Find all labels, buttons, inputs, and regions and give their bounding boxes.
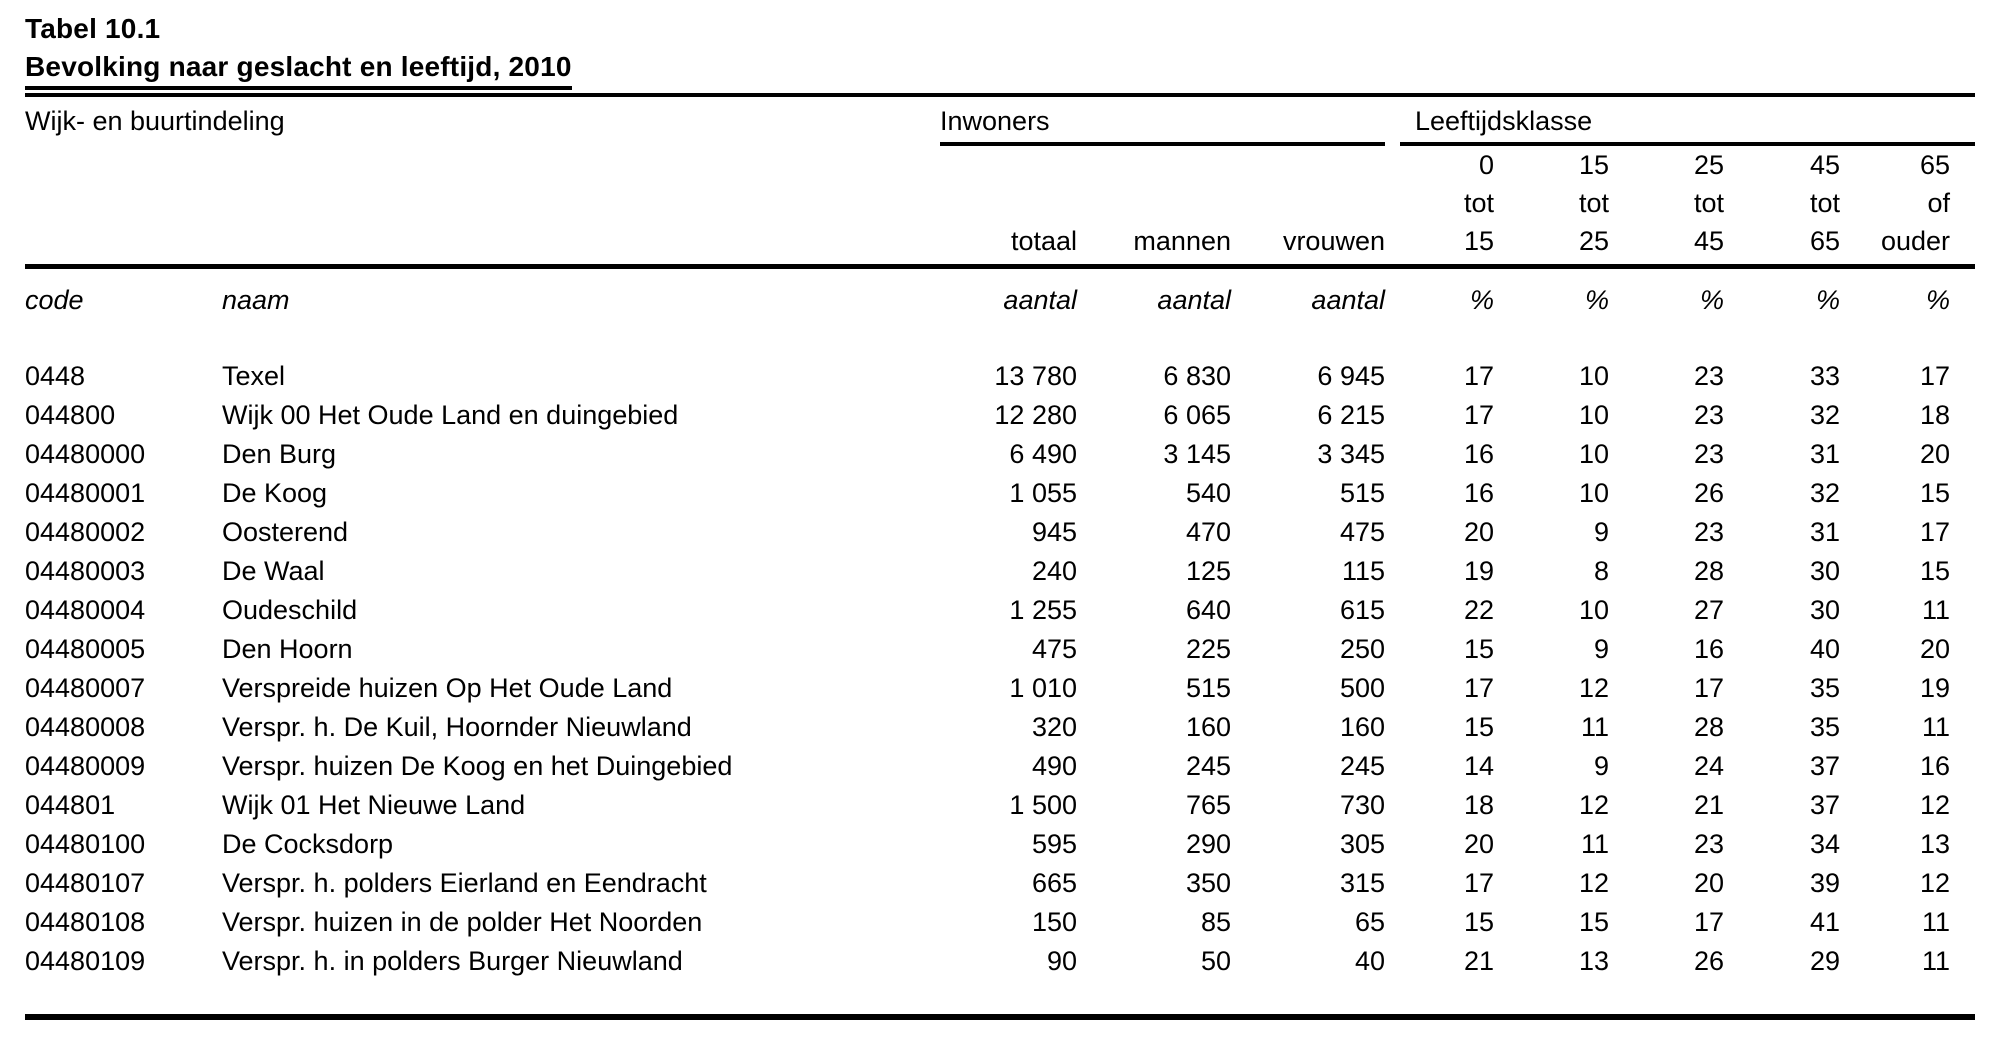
col-header-totaal: totaal [1010,226,1077,256]
cell-pct-2: 20 [1693,868,1724,898]
cell-pct-3: 31 [1809,517,1840,547]
cell-mannen: 160 [1185,712,1231,742]
col-header-age1-from: 0 [1478,150,1494,180]
table-row [25,396,1975,435]
cell-code: 04480100 [25,829,146,859]
cell-pct-2: 26 [1693,478,1724,508]
cell-pct-1: 15 [1578,907,1609,937]
cell-pct-0: 20 [1463,517,1494,547]
cell-pct-2: 23 [1693,400,1724,430]
cell-pct-2: 16 [1693,634,1724,664]
col-header-age2-to: 25 [1578,226,1609,256]
header-age-row-top [25,146,1975,184]
cell-pct-2: 28 [1693,712,1724,742]
cell-naam: De Waal [222,556,325,586]
cell-pct-0: 17 [1463,673,1494,703]
col-group-wijk-en-buurtindeling: Wijk- en buurtindeling [25,106,285,136]
cell-naam: Verspreide huizen Op Het Oude Land [222,673,673,703]
col-header-age2-from: 15 [1578,150,1609,180]
cell-pct-2: 24 [1693,751,1724,781]
cell-pct-0: 21 [1463,946,1494,976]
cell-pct-0: 15 [1463,907,1494,937]
cell-pct-0: 17 [1463,361,1494,391]
cell-pct-4: 11 [1921,712,1950,742]
cell-totaal: 13 780 [994,361,1077,391]
cell-pct-3: 32 [1809,478,1840,508]
table-row [25,669,1975,708]
cell-pct-0: 19 [1463,556,1494,586]
cell-pct-3: 31 [1809,439,1840,469]
cell-totaal: 595 [1031,829,1077,859]
cell-naam: Wijk 01 Het Nieuwe Land [222,790,526,820]
cell-pct-1: 12 [1578,790,1609,820]
unit-vrouwen-aantal: aantal [1311,285,1385,315]
col-header-mannen: mannen [1133,226,1231,256]
units-row [25,283,1975,317]
cell-pct-2: 23 [1693,439,1724,469]
cell-naam: Verspr. huizen De Koog en het Duingebied [222,751,733,781]
table-row [25,708,1975,747]
cell-mannen: 640 [1185,595,1231,625]
cell-pct-4: 11 [1921,595,1950,625]
cell-mannen: 290 [1185,829,1231,859]
cell-mannen: 350 [1185,868,1231,898]
cell-naam: Oudeschild [222,595,358,625]
cell-pct-3: 40 [1809,634,1840,664]
col-header-naam: naam [222,285,290,315]
cell-pct-1: 12 [1578,673,1609,703]
bottom-rule [25,1014,1975,1020]
col-header-age5-from: 65 [1919,150,1950,180]
col-header-age5-ouder: ouder [1880,226,1950,256]
cell-mannen: 85 [1200,907,1231,937]
cell-pct-4: 15 [1919,478,1950,508]
cell-pct-4: 16 [1919,751,1950,781]
cell-pct-0: 16 [1463,439,1494,469]
table-row [25,864,1975,903]
cell-pct-4: 19 [1919,673,1950,703]
table-row [25,747,1975,786]
cell-code: 044800 [25,400,116,430]
cell-vrouwen: 65 [1354,907,1385,937]
cell-pct-4: 17 [1919,517,1950,547]
cell-naam: Verspr. huizen in de polder Het Noorden [222,907,703,937]
cell-pct-1: 11 [1580,829,1609,859]
unit-mannen-aantal: aantal [1157,285,1231,315]
table-row [25,435,1975,474]
cell-code: 04480109 [25,946,146,976]
cell-pct-4: 20 [1919,634,1950,664]
cell-pct-4: 11 [1921,907,1950,937]
col-header-age5-of: of [1927,188,1950,218]
cell-pct-3: 41 [1809,907,1840,937]
cell-mannen: 540 [1185,478,1231,508]
cell-pct-3: 39 [1809,868,1840,898]
cell-pct-1: 12 [1578,868,1609,898]
cell-pct-1: 10 [1578,595,1609,625]
table-title-text: Bevolking naar geslacht en leeftijd, 2010 [25,48,572,90]
cell-pct-1: 10 [1578,478,1609,508]
cell-naam: De Koog [222,478,328,508]
cell-naam: Den Burg [222,439,337,469]
cell-pct-2: 17 [1693,907,1724,937]
cell-vrouwen: 730 [1339,790,1385,820]
cell-pct-3: 33 [1809,361,1840,391]
cell-pct-3: 37 [1809,751,1840,781]
cell-mannen: 125 [1185,556,1231,586]
cell-vrouwen: 315 [1339,868,1385,898]
cell-naam: Verspr. h. in polders Burger Nieuwland [222,946,683,976]
cell-vrouwen: 6 215 [1317,400,1385,430]
cell-pct-3: 30 [1809,556,1840,586]
cell-totaal: 475 [1031,634,1077,664]
cell-mannen: 470 [1185,517,1231,547]
table-row [25,513,1975,552]
cell-pct-3: 34 [1809,829,1840,859]
cell-totaal: 490 [1031,751,1077,781]
cell-pct-0: 16 [1463,478,1494,508]
cell-pct-4: 17 [1919,361,1950,391]
col-group-inwoners: Inwoners [940,105,1385,146]
cell-naam: De Cocksdorp [222,829,394,859]
cell-vrouwen: 245 [1339,751,1385,781]
cell-totaal: 1 255 [1009,595,1077,625]
cell-mannen: 50 [1200,946,1231,976]
cell-pct-2: 28 [1693,556,1724,586]
cell-pct-1: 11 [1580,712,1609,742]
cell-pct-0: 22 [1463,595,1494,625]
cell-pct-3: 35 [1809,712,1840,742]
cell-code: 04480004 [25,595,146,625]
cell-code: 04480107 [25,868,146,898]
cell-code: 04480108 [25,907,146,937]
cell-mannen: 3 145 [1163,439,1231,469]
cell-totaal: 945 [1031,517,1077,547]
cell-pct-3: 37 [1809,790,1840,820]
cell-naam: Verspr. h. polders Eierland en Eendracht [222,868,707,898]
cell-pct-1: 9 [1593,634,1609,664]
cell-pct-2: 17 [1693,673,1724,703]
cell-pct-4: 12 [1919,790,1950,820]
cell-vrouwen: 40 [1354,946,1385,976]
cell-mannen: 765 [1185,790,1231,820]
cell-vrouwen: 3 345 [1317,439,1385,469]
cell-pct-4: 13 [1919,829,1950,859]
table-row [25,942,1975,981]
cell-vrouwen: 615 [1339,595,1385,625]
cell-pct-3: 29 [1809,946,1840,976]
cell-pct-0: 14 [1463,751,1494,781]
cell-mannen: 515 [1185,673,1231,703]
cell-totaal: 1 500 [1009,790,1077,820]
cell-pct-1: 10 [1578,361,1609,391]
cell-pct-4: 18 [1919,400,1950,430]
col-header-age1-to: 15 [1463,226,1494,256]
cell-pct-4: 12 [1919,868,1950,898]
header-age-row-mid [25,184,1975,222]
table-title [25,48,1975,90]
spacer [25,222,922,260]
unit-age5-pct: % [1925,285,1950,315]
cell-pct-1: 13 [1578,946,1609,976]
header-rule [25,264,1975,269]
cell-code: 0448 [25,361,86,391]
cell-naam: Verspr. h. De Kuil, Hoornder Nieuwland [222,712,692,742]
cell-code: 04480001 [25,478,146,508]
table-row [25,825,1975,864]
cell-vrouwen: 250 [1339,634,1385,664]
cell-pct-0: 17 [1463,400,1494,430]
table-row [25,591,1975,630]
cell-pct-0: 20 [1463,829,1494,859]
cell-vrouwen: 475 [1339,517,1385,547]
cell-totaal: 12 280 [994,400,1077,430]
cell-pct-3: 35 [1809,673,1840,703]
col-header-age4-tot: tot [1809,188,1840,218]
col-header-age1-tot: tot [1463,188,1494,218]
cell-mannen: 225 [1185,634,1231,664]
cell-totaal: 240 [1031,556,1077,586]
table-body [25,357,1975,981]
col-header-age2-tot: tot [1578,188,1609,218]
cell-totaal: 665 [1031,868,1077,898]
cell-pct-2: 23 [1693,517,1724,547]
col-header-age3-from: 25 [1693,150,1724,180]
table-row [25,786,1975,825]
unit-age1-pct: % [1469,285,1494,315]
cell-pct-2: 27 [1693,595,1724,625]
col-header-code: code [25,285,84,315]
cell-vrouwen: 6 945 [1317,361,1385,391]
col-header-age4-to: 65 [1809,226,1840,256]
cell-vrouwen: 160 [1339,712,1385,742]
cell-totaal: 90 [1046,946,1077,976]
unit-age4-pct: % [1815,285,1840,315]
cell-code: 04480000 [25,439,146,469]
header-group-row [25,105,1975,146]
cell-pct-0: 17 [1463,868,1494,898]
col-header-age3-tot: tot [1693,188,1724,218]
cell-pct-0: 15 [1463,634,1494,664]
cell-totaal: 1 055 [1009,478,1077,508]
cell-pct-1: 10 [1578,439,1609,469]
cell-totaal: 1 010 [1009,673,1077,703]
spacer [25,146,1385,184]
col-header-vrouwen: vrouwen [1282,226,1385,256]
cell-pct-4: 20 [1919,439,1950,469]
col-header-age3-to: 45 [1693,226,1724,256]
cell-mannen: 245 [1185,751,1231,781]
table-number: Tabel 10.1 [25,13,161,44]
cell-pct-1: 9 [1593,517,1609,547]
cell-pct-2: 23 [1693,829,1724,859]
table-row [25,552,1975,591]
cell-naam: Den Hoorn [222,634,353,664]
table-row [25,474,1975,513]
cell-vrouwen: 500 [1339,673,1385,703]
cell-pct-0: 18 [1463,790,1494,820]
unit-age2-pct: % [1584,285,1609,315]
cell-code: 04480009 [25,751,146,781]
cell-vrouwen: 515 [1339,478,1385,508]
cell-vrouwen: 115 [1341,556,1385,586]
top-rule [25,93,1975,97]
col-header-age4-from: 45 [1809,150,1840,180]
cell-totaal: 150 [1031,907,1077,937]
cell-pct-0: 15 [1463,712,1494,742]
spacer [25,184,1385,222]
cell-code: 04480003 [25,556,146,586]
cell-code: 04480002 [25,517,146,547]
col-group-leeftijdsklasse: Leeftijdsklasse [1400,105,1975,146]
cell-code: 04480007 [25,673,146,703]
unit-age3-pct: % [1699,285,1724,315]
cell-pct-1: 10 [1578,400,1609,430]
cell-pct-3: 32 [1809,400,1840,430]
table-row [25,630,1975,669]
table-row [25,357,1975,396]
cell-naam: Wijk 00 Het Oude Land en duingebied [222,400,679,430]
cell-pct-2: 23 [1693,361,1724,391]
cell-mannen: 6 830 [1163,361,1231,391]
cell-totaal: 6 490 [1009,439,1077,469]
cell-code: 04480008 [25,712,146,742]
cell-pct-2: 21 [1693,790,1724,820]
cell-pct-3: 30 [1809,595,1840,625]
header-columns-row [25,222,1975,260]
cell-pct-4: 11 [1921,946,1950,976]
cell-naam: Oosterend [222,517,349,547]
cell-pct-4: 15 [1919,556,1950,586]
unit-totaal-aantal: aantal [1003,285,1077,315]
cell-code: 044801 [25,790,116,820]
table-row [25,903,1975,942]
cell-naam: Texel [222,361,286,391]
cell-code: 04480005 [25,634,146,664]
cell-totaal: 320 [1031,712,1077,742]
cell-pct-1: 8 [1593,556,1609,586]
cell-pct-2: 26 [1693,946,1724,976]
cell-pct-1: 9 [1593,751,1609,781]
cell-mannen: 6 065 [1163,400,1231,430]
cell-vrouwen: 305 [1339,829,1385,859]
